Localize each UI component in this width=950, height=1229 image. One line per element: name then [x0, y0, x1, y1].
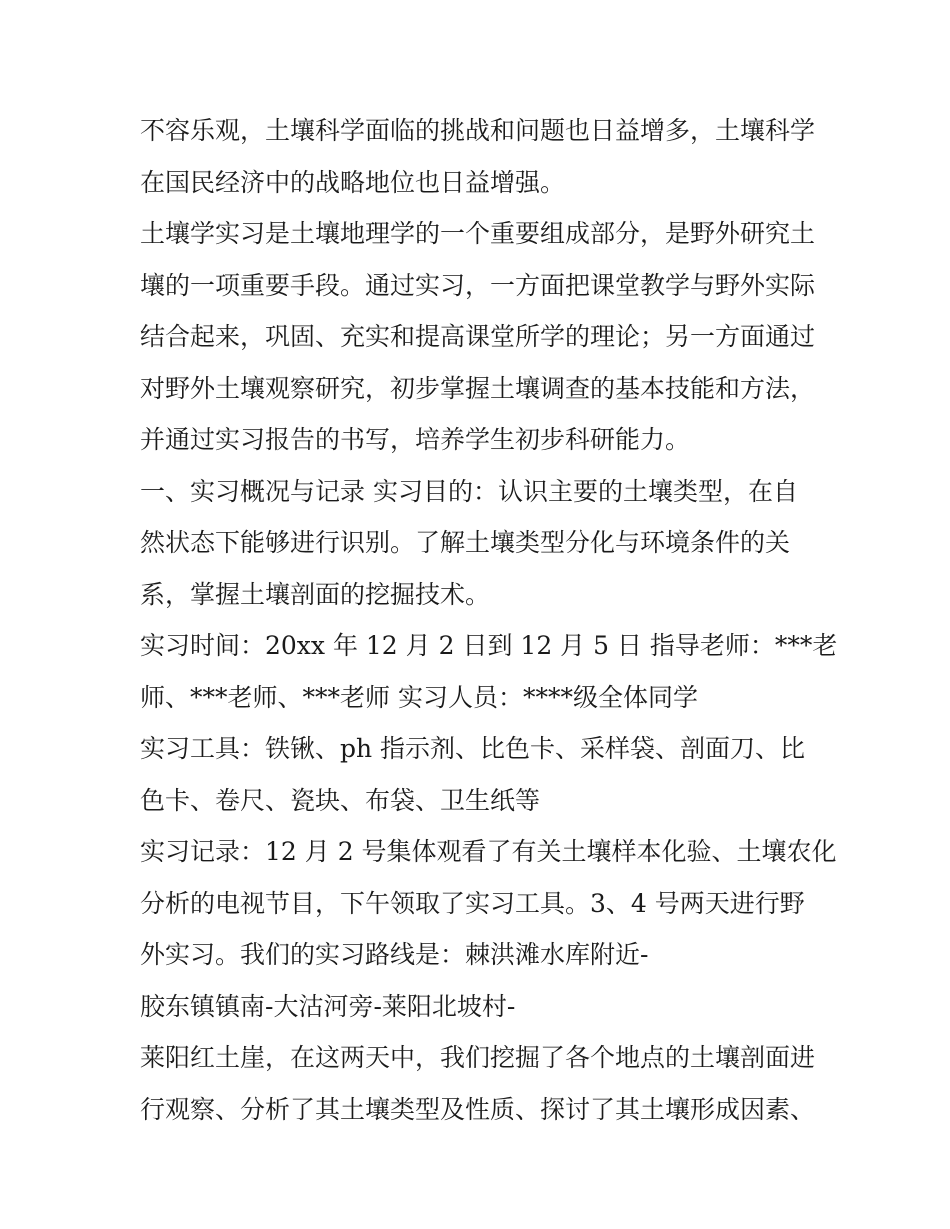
text-line-13: 实习工具：铁锹、ph 指示剂、比色卡、采样袋、剖面刀、比 [140, 734, 806, 763]
text-line-9: 然状态下能够进行识别。了解土壤类型分化与环境条件的关 [140, 528, 791, 557]
text-line-14: 色卡、卷尺、瓷块、布袋、卫生纸等 [140, 785, 541, 815]
text-line-18: 胶东镇镇南-大沽河旁-莱阳北坡村- [140, 991, 516, 1021]
text-line-20: 行观察、分析了其土壤类型及性质、探讨了其土壤形成因素、 [140, 1094, 816, 1124]
text-line-17: 外实习。我们的实习路线是：棘洪滩水库附近- [140, 940, 649, 969]
document-body [140, 105, 838, 1135]
text-line-16: 分析的电视节目，下午领取了实习工具。3、4 号两天进行野 [140, 888, 805, 918]
text-line-6: 对野外土壤观察研究，初步掌握土壤调查的基本技能和方法， [140, 373, 816, 403]
text-line-7: 并通过实习报告的书写，培养学生初步科研能力。 [140, 425, 691, 454]
text-line-2: 在国民经济中的战略地位也日益增强。 [140, 167, 566, 197]
text-line-12: 师、***老师、***老师 实习人员：****级全体同学 [140, 682, 698, 712]
text-line-10: 系，掌握土壤剖面的挖掘技术。 [140, 579, 491, 609]
text-line-8: 一、实习概况与记录 实习目的：认识主要的土壤类型，在自 [140, 476, 798, 506]
text-line-19: 莱阳红土崖，在这两天中，我们挖掘了各个地点的土壤剖面进 [140, 1043, 816, 1072]
text-line-15: 实习记录：12 月 2 号集体观看了有关土壤样本化验、土壤农化 [140, 837, 837, 866]
text-line-1: 不容乐观，土壤科学面临的挑战和问题也日益增多，土壤科学 [140, 116, 816, 145]
text-line-4: 壤的一项重要手段。通过实习，一方面把课堂教学与野外实际 [140, 270, 816, 300]
text-line-11: 实习时间：20xx 年 12 月 2 日到 12 月 5 日 指导老师：***老 [140, 631, 838, 660]
text-line-3: 土壤学实习是土壤地理学的一个重要组成部分，是野外研究土 [140, 219, 816, 248]
text-line-5: 结合起来，巩固、充实和提高课堂所学的理论；另一方面通过 [140, 322, 816, 351]
